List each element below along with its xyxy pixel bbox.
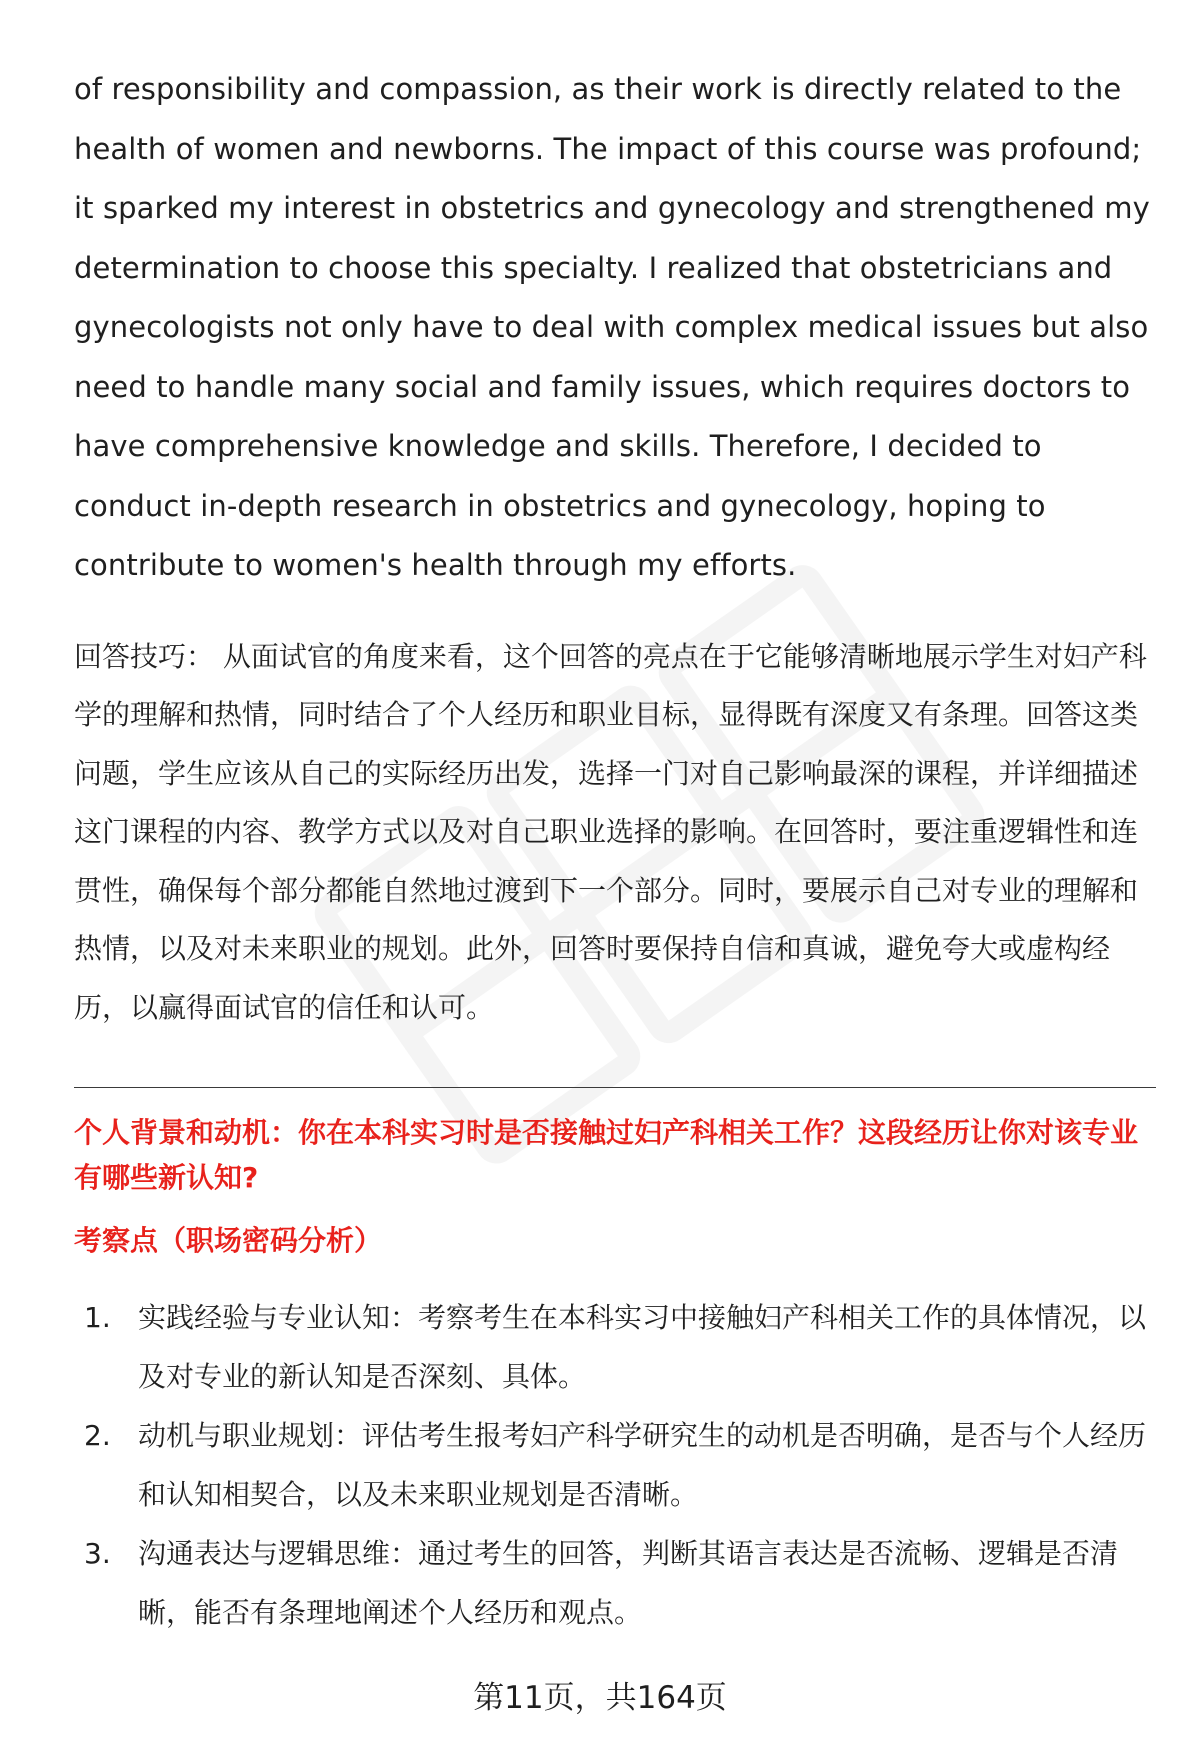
list-item-text: 沟通表达与逻辑思维：通过考生的回答，判断其语言表达是否流畅、逻辑是否清晰，能否有条理地阐述个人经历和观点。 — [138, 1537, 1119, 1629]
assessment-points-list — [74, 1288, 1156, 1642]
list-item — [74, 1406, 1156, 1524]
answer-tip-paragraph: 回答技巧： 从面试官的角度来看，这个回答的亮点在于它能够清晰地展示学生对妇产科学的理解和热情，同时结合了个人经历和职业目标，显得既有深度又有条理。回答这类问题，学生应该从自己的实际经历出发，选择一门对自己影响最深的课程，并详细描述这门课程的内容、教学方式以及对自己职业选择的影响。在回答时，要注重逻辑性和连贯性，确保每个部分都能自然地过渡到下一个部分。同时，要展示自己对专业的理解和热情，以及对未来职业的规划。此外，回答时要保持自信和真诚，避免夸大或虚构经历，以赢得面试官的信任和认可。 — [74, 639, 1147, 1024]
list-item-number: 1. — [84, 1301, 111, 1334]
list-item-text: 动机与职业规划：评估考生报考妇产科学研究生的动机是否明确，是否与个人经历和认知相契合，以及未来职业规划是否清晰。 — [138, 1419, 1147, 1511]
page-number-footer: 第11页，共164页 — [473, 1680, 727, 1716]
section-divider — [74, 1087, 1156, 1088]
list-item-number: 3. — [84, 1537, 111, 1570]
assessment-subheading: 考察点（职场密码分析） — [74, 1224, 383, 1257]
question-heading: 个人背景和动机：你在本科实习时是否接触过妇产科相关工作？这段经历让你对该专业有哪些新认知? — [74, 1116, 1139, 1194]
list-item-number: 2. — [84, 1419, 111, 1452]
list-item — [74, 1288, 1156, 1406]
list-item — [74, 1524, 1156, 1642]
list-item-text: 实践经验与专业认知：考察考生在本科实习中接触妇产科相关工作的具体情况，以及对专业的新认知是否深刻、具体。 — [138, 1301, 1147, 1393]
document-page — [74, 60, 1156, 1642]
english-answer-paragraph: of responsibility and compassion, as their work is directly related to the health of women and newborns. The impact of this course was profound; it sparked my interest in obstetrics and gynecology and strengthened my determination to choose this specialty. I realized that obstetricians and gynecologists not only have to deal with complex medical issues but also need to handle many social and family issues, which requires doctors to have comprehensive knowledge and skills. Therefore, I decided to conduct in-depth research in obstetrics and gynecology, hoping to contribute to women's health through my efforts. — [74, 72, 1150, 582]
